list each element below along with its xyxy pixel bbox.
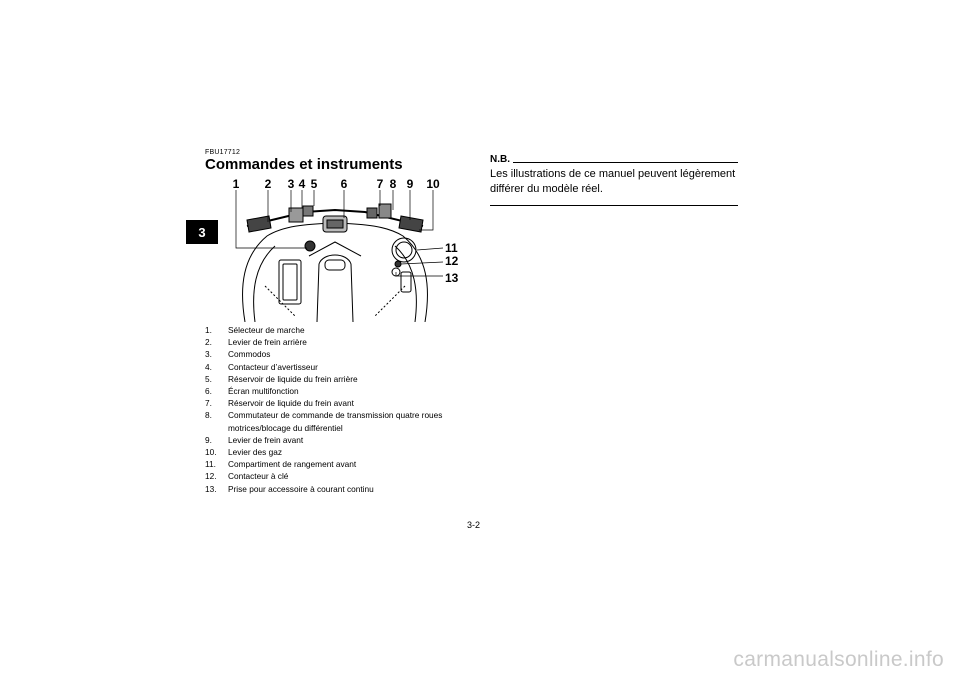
document-code: FBU17712	[205, 149, 241, 156]
callout-4: 4	[298, 177, 306, 191]
note-label: N.B.	[490, 154, 510, 165]
callout-10: 10	[426, 177, 440, 191]
list-item: 5. Réservoir de liquide du frein arrière	[205, 373, 358, 384]
callout-2: 2	[264, 177, 272, 191]
list-item: 3. Commodos	[205, 349, 271, 360]
list-item: 13. Prise pour accessoire à courant continu	[205, 483, 374, 494]
callout-8: 8	[389, 177, 397, 191]
list-item: 12. Contacteur à clé	[205, 471, 289, 482]
list-item: 1. Sélecteur de marche	[205, 325, 305, 335]
note-block	[490, 154, 738, 206]
parts-list	[205, 324, 478, 495]
chapter-number: 3	[198, 224, 206, 240]
note-end-rule	[490, 205, 738, 206]
callout-13: 13	[445, 271, 459, 285]
note-text: Les illustrations de ce manuel peuvent légèrement différer du modèle réel.	[490, 168, 736, 195]
list-item: 7. Réservoir de liquide du frein avant	[205, 398, 354, 409]
note-rule	[513, 162, 738, 163]
callout-7: 7	[376, 177, 384, 191]
callout-12: 12	[445, 254, 459, 268]
callout-9: 9	[406, 177, 414, 191]
note-header	[490, 154, 738, 165]
handlebar-controls-illustration	[205, 176, 465, 322]
callout-11: 11	[445, 241, 458, 255]
list-item: 9. Levier de frein avant	[205, 434, 304, 445]
watermark: carmanualsonline.info	[733, 648, 944, 671]
section-title: Commandes et instruments	[205, 156, 403, 173]
callout-6: 6	[340, 177, 348, 191]
callout-1: 1	[232, 177, 240, 191]
list-item: 2. Levier de frein arrière	[205, 337, 307, 348]
callout-5: 5	[310, 177, 318, 191]
list-item: 8. Commutateur de commande de transmission quatre roues motrices/blocage du différentiel	[205, 410, 443, 433]
list-item: 11. Compartiment de rangement avant	[205, 459, 357, 470]
page-number: 3-2	[467, 520, 481, 530]
list-item: 4. Contacteur d’avertisseur	[205, 361, 318, 372]
list-item: 6. Écran multifonction	[205, 386, 299, 397]
list-item: 10. Levier des gaz	[205, 447, 282, 458]
callout-3: 3	[287, 177, 295, 191]
